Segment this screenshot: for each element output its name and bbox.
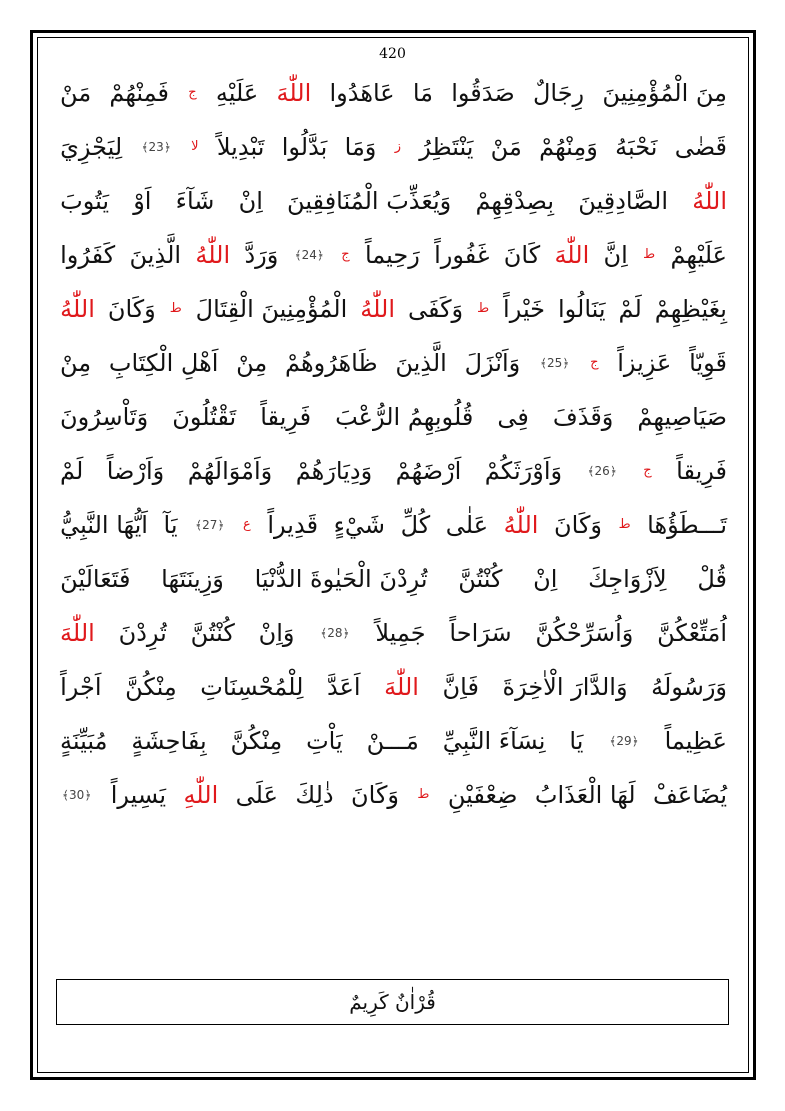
divine-name-word: اللّٰهُ (360, 295, 396, 323)
divine-name-word: اللّٰهَ (554, 241, 590, 269)
word: وَدِيَارَهُمْ (295, 457, 373, 485)
word: لَمْ (60, 457, 84, 485)
word: مِنْكُنَّ (230, 727, 283, 755)
waqf-mark: ط (477, 301, 490, 316)
word: وَاَرْضاً (106, 457, 165, 485)
word: بَدَّلُوا (281, 133, 328, 161)
word: لَمْ (618, 295, 642, 323)
waqf-mark: ج (188, 85, 197, 100)
word: اُمَتِّعْكُنَّ (657, 619, 727, 647)
divine-name-word: اللّٰهُ (60, 295, 95, 323)
divine-name-word: اللّٰهَ (60, 619, 95, 647)
word: وَاِنْ (258, 619, 295, 647)
word: مَـــنْ (366, 727, 419, 755)
word: فَتَعَالَيْنَ (60, 565, 131, 593)
word: شَيْءٍ (333, 511, 386, 539)
word: اَهْلِ الْكِتَابِ (108, 349, 219, 377)
word: قُلْ (697, 565, 727, 593)
ayah-number: ﴿23﴾ (141, 140, 171, 154)
divine-name-word: اللّٰهَ (276, 79, 312, 107)
word: وَيُعَذِّبَ الْمُنَافِقِينَ (287, 187, 452, 215)
word: كُلِّ (400, 511, 431, 539)
text-line (60, 228, 727, 282)
word: مَنْ (60, 79, 92, 107)
ayah-number: ﴿27﴾ (195, 518, 225, 532)
word: يَنَالُوا (557, 295, 606, 323)
word: بِغَيْظِهِمْ (654, 295, 727, 323)
word: عَظِيماً (664, 727, 727, 755)
word: كَفَرُوا (60, 241, 116, 269)
text-line (60, 714, 727, 768)
word: لِلْمُحْسِنَاتِ (200, 673, 304, 701)
word: صَيَاصِيهِمْ (637, 403, 727, 431)
word: خَيْراً (503, 295, 546, 323)
text-line (60, 552, 727, 606)
word: مَنْ (490, 133, 522, 161)
word: وَقَذَفَ (552, 403, 614, 431)
word: فِى (497, 403, 529, 431)
text-line (60, 660, 727, 714)
word: وَزِينَتَهَا (161, 565, 224, 593)
word: غَفُوراً (434, 241, 490, 269)
divine-name-word: اللّٰهُ (195, 241, 231, 269)
word: نِسَآءَ النَّبِيِّ (442, 727, 546, 755)
word: وَاُسَرِّحْكُنَّ (535, 619, 634, 647)
word: وَكَانَ (554, 511, 602, 539)
word: بِفَاحِشَةٍ (131, 727, 207, 755)
divine-name-word: اللّٰهَ (384, 673, 419, 701)
word: يَا (569, 727, 584, 755)
word: لَهَا الْعَذَابُ (534, 781, 636, 809)
word: قَدِيراً (267, 511, 319, 539)
text-line (60, 174, 727, 228)
divine-name-word: اللّٰهُ (692, 187, 727, 215)
word: اِنَّ (603, 241, 628, 269)
ayah-number: ﴿28﴾ (320, 626, 350, 640)
word: وَكَانَ (351, 781, 399, 809)
footer-title: قُرْاٰنٌ كَرِيمٌ (349, 990, 436, 1014)
word: يُضَاعَفْ (653, 781, 727, 809)
word: تَبْدِيلاً (216, 133, 265, 161)
waqf-mark: ج (643, 463, 652, 478)
word: الَّذِينَ (129, 241, 182, 269)
page-number: 420 (379, 46, 406, 62)
word: وَكَانَ (107, 295, 156, 323)
word: اَوْ (133, 187, 152, 215)
word: اَعَدَّ (327, 673, 361, 701)
word: اَرْضَهُمْ (395, 457, 462, 485)
waqf-mark: ط (643, 247, 656, 262)
word: وَكَفَى (407, 295, 464, 323)
text-line (60, 498, 727, 552)
ayah-number: ﴿24﴾ (294, 248, 324, 262)
waqf-mark: ز (394, 139, 401, 154)
word: وَمَا (344, 133, 377, 161)
word: قَضٰى (674, 133, 727, 161)
word: وَاَوْرَثَكُمْ (484, 457, 563, 485)
ayah-number: ﴿26﴾ (587, 464, 617, 478)
waqf-mark: ط (417, 787, 430, 802)
word: شَآءَ (175, 187, 215, 215)
word: سَرَاحاً (449, 619, 512, 647)
text-line (60, 390, 727, 444)
word: صَدَقُوا (451, 79, 515, 107)
text-line (60, 120, 727, 174)
word: عَاهَدُوا (329, 79, 395, 107)
ayah-number: ﴿25﴾ (539, 356, 570, 370)
word: وَمِنْهُمْ (539, 133, 598, 161)
word: تُرِدْنَ الْحَيٰوةَ الدُّنْيَا (254, 565, 428, 593)
word: فَرِيقاً (260, 403, 312, 431)
ayah-number: ﴿29﴾ (609, 734, 639, 748)
waqf-mark: ط (618, 517, 631, 532)
word: تَقْتُلُونَ (172, 403, 237, 431)
word: الَّذِينَ (395, 349, 447, 377)
word: بِصِدْقِهِمْ (475, 187, 555, 215)
word: وَتَاْسِرُونَ (60, 403, 149, 431)
word: وَاَنْزَلَ (464, 349, 521, 377)
word: رَحِيماً (364, 241, 420, 269)
word: عَلَى (235, 781, 278, 809)
word: ظَاهَرُوهُمْ (285, 349, 378, 377)
word: ضِعْفَيْنِ (447, 781, 518, 809)
word: يَآ (163, 511, 178, 539)
divine-name-word: اللّٰهُ (503, 511, 539, 539)
word: اِنْ (533, 565, 558, 593)
word: قُلُوبِهِمُ الرُّعْبَ (335, 403, 474, 431)
ayah-number: ﴿30﴾ (62, 788, 92, 802)
word: الْمُؤْمِنِينَ الْقِتَالَ (195, 295, 348, 323)
word: قَوِيّاً (689, 349, 727, 377)
word: مِنْ (236, 349, 268, 377)
word: اَجْراً (60, 673, 102, 701)
word: وَالدَّارَ الْاٰخِرَةَ (502, 673, 628, 701)
word: عَلَيْهِمْ (670, 241, 727, 269)
word: مِنْ (60, 349, 92, 377)
word: ذٰلِكَ (295, 781, 334, 809)
text-line (60, 444, 727, 498)
text-line (60, 606, 727, 660)
word: اَيُّهَا النَّبِيُّ (60, 511, 148, 539)
word: عَزِيزاً (617, 349, 672, 377)
word: يَنْتَظِرُ (419, 133, 474, 161)
waqf-mark: لا (191, 139, 199, 154)
word: فَرِيقاً (676, 457, 727, 485)
footer-box (56, 979, 729, 1025)
quran-text-block (60, 66, 727, 822)
word: تَـــطَؤُهَا (647, 511, 727, 539)
word: مَا (412, 79, 434, 107)
word: مِنْكُنَّ (125, 673, 177, 701)
word: يَتُوبَ (60, 187, 110, 215)
word: لِاَزْوَاجِكَ (588, 565, 667, 593)
word: عَلَيْهِ (215, 79, 259, 107)
word: وَرَدَّ (244, 241, 279, 269)
word: مُبَيِّنَةٍ (60, 727, 108, 755)
word: كَانَ (503, 241, 541, 269)
word: وَرَسُولَهُ (651, 673, 727, 701)
text-line (60, 66, 727, 120)
word: عَلٰى (445, 511, 489, 539)
word: مِنَ الْمُؤْمِنِينَ (602, 79, 727, 107)
word: نَحْبَهُ (615, 133, 658, 161)
word: جَمِيلاً (375, 619, 426, 647)
word: تُرِدْنَ (118, 619, 167, 647)
word: لِيَجْزِيَ (60, 133, 123, 161)
word: وَاَمْوَالَهُمْ (187, 457, 273, 485)
text-line (60, 768, 727, 822)
waqf-mark: ج (341, 247, 350, 262)
word: اِنْ (238, 187, 263, 215)
word: كُنْتُنَّ (190, 619, 235, 647)
text-line (60, 336, 727, 390)
word: فَمِنْهُمْ (109, 79, 170, 107)
divine-name-word: اللّٰهِ (183, 781, 219, 809)
word: يَاْتِ (306, 727, 343, 755)
waqf-mark: ج (590, 355, 599, 370)
word: يَسِيراً (110, 781, 167, 809)
waqf-mark: ط (169, 301, 182, 316)
word: كُنْتُنَّ (458, 565, 503, 593)
waqf-mark: ع (243, 517, 251, 532)
text-line (60, 282, 727, 336)
word: الصَّادِقِينَ (578, 187, 669, 215)
word: فَاِنَّ (442, 673, 479, 701)
word: رِجَالٌ (532, 79, 585, 107)
